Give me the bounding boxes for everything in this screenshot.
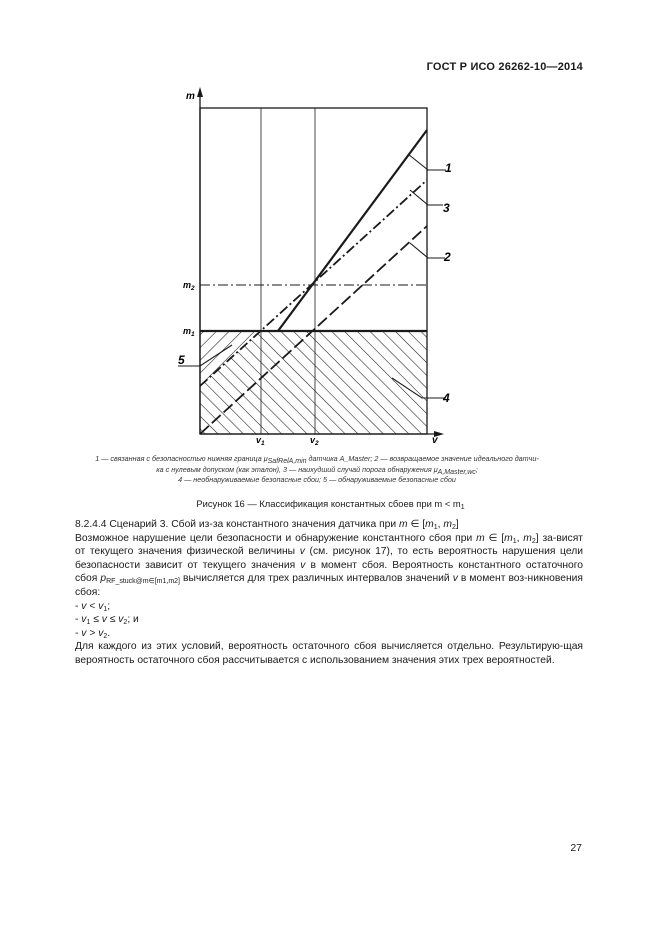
tick-m2: $m_2$: [183, 280, 195, 292]
figure-legend-line-1: 1 — связанная с безопасностью нижняя граница $\mu_{SafRelA,min}$ датчика A_Master; 2 — возвращаемое значение идеального датчи-: [95, 454, 539, 465]
tick-v2: $v_2$: [310, 435, 319, 447]
figure-legend-line-3: 4 — необнаруживаемые безопасные сбои; 5 — обнаруживаемые безопасные сбои: [178, 475, 456, 484]
document-header: ГОСТ Р ИСО 26262-10—2014: [426, 61, 583, 73]
section-heading: 8.2.4.4 Сценарий 3. Сбой из-за константного значения датчика при m ∈ [$m_1$, $m_2$]: [75, 519, 459, 531]
section-body: [75, 518, 583, 668]
y-axis-arrow-icon: [197, 87, 203, 97]
figure-caption: Рисунок 16 — Классификация константных сбоев при $m < m_1$: [196, 498, 465, 511]
tick-m1: $m_1$: [183, 326, 195, 338]
x-axis-label: v: [432, 435, 438, 446]
figure-legend-line-2: ка с нулевым допуском (как эталон), 3 — наихудший случай порога обнаружения $\mu_{A,Master,wc}$;: [156, 465, 478, 476]
paragraph-2: Для каждого из этих условий, вероятность остаточного сбоя вычисляется отдельно. Результирую-щая вероятность остаточного сбоя рассчитывается с использованием значения этих трех вероятностей.: [75, 641, 583, 666]
callout-4: 4: [443, 391, 450, 405]
condition-1: - $v < v_1$;: [75, 600, 111, 613]
callout-2: 2: [444, 250, 451, 264]
callout-3: 3: [443, 201, 450, 215]
curve-1: [278, 130, 427, 331]
page-number: 27: [570, 842, 582, 854]
callout-1: 1: [445, 161, 452, 175]
paragraph-1: Возможное нарушение цели безопасности и обнаружение константного сбоя при m ∈ [$m_1$, $m_2$] за-висят от текущего значения физической величины v (см. рисунок 17), то есть вероятность нарушения цели безопасности зависит от текущего значения v в момент сбоя. Вероятность константного остаточного сбоя $p_{RF\_stuck@m\in[m1,m2]}$ вычисляется для трех различных интервалов значений v в момент воз-никновения сбоя:: [75, 532, 584, 598]
tick-v1: $v_1$: [256, 435, 265, 447]
y-axis-label: m: [186, 91, 195, 102]
condition-3: - $v > v_2$.: [75, 627, 111, 640]
callout-5: 5: [178, 353, 185, 367]
condition-2: - $v_1 \le v \le v_2$; и: [75, 614, 139, 627]
